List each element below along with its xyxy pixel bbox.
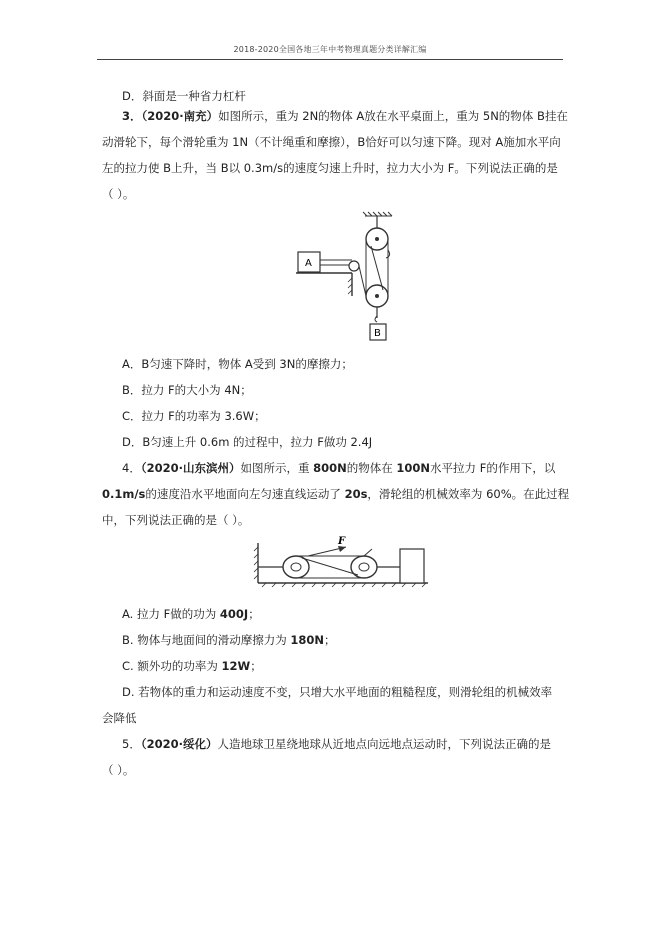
text-run: 0.1m/s bbox=[102, 487, 146, 501]
text-line-q5-l2 bbox=[102, 762, 564, 778]
text-run: （2020·绥化） bbox=[140, 737, 218, 751]
text-line-q3-a bbox=[122, 356, 584, 372]
text-run: 12W bbox=[221, 659, 251, 673]
text-run: （ ）。 bbox=[102, 187, 135, 201]
text-run: 5． bbox=[122, 737, 141, 751]
text-line-q3-l3 bbox=[102, 160, 564, 176]
text-run: D．B匀速上升 0.6m 的过程中，拉力 F做功 2.4J bbox=[122, 435, 373, 449]
text-line-q3-l4 bbox=[102, 186, 564, 202]
text-run: B. 物体与地面间的滑动摩擦力为 bbox=[122, 633, 291, 647]
text-run: 20s bbox=[344, 487, 368, 501]
text-line-q4-c bbox=[122, 658, 584, 674]
text-run: 会降低 bbox=[102, 711, 137, 725]
text-run: B．拉力 F的大小为 4N； bbox=[122, 383, 252, 397]
running-header: 2018-2020全国各地三年中考物理真题分类详解汇编 bbox=[233, 45, 427, 54]
text-run: ； bbox=[250, 659, 262, 673]
text-run: C．拉力 F的功率为 3.6W； bbox=[122, 409, 266, 423]
text-run: （2020·山东滨州） bbox=[140, 461, 241, 475]
text-run: 的速度沿水平地面向左匀速直线运动了 bbox=[145, 487, 345, 501]
pulley-figure-q3 bbox=[290, 208, 400, 348]
text-line-q3-l2 bbox=[102, 134, 564, 150]
text-run: D．斜面是一种省力杠杆 bbox=[122, 89, 246, 103]
block-a-label: A bbox=[305, 258, 312, 269]
text-run: 4． bbox=[122, 461, 141, 475]
text-line-q3-d bbox=[122, 434, 584, 450]
block-object bbox=[400, 549, 424, 583]
block-b-label: B bbox=[374, 328, 381, 339]
text-line-q2-d bbox=[122, 88, 584, 104]
text-run: A. 拉力 F做的功为 bbox=[122, 607, 220, 621]
text-run: A．B匀速下降时，物体 A受到 3N的摩擦力； bbox=[122, 357, 353, 371]
ceiling-hatch bbox=[363, 212, 392, 216]
text-run: 3． bbox=[122, 109, 142, 123]
text-run: （2020·南充） bbox=[141, 109, 219, 123]
text-run: C. 额外功的功率为 bbox=[122, 659, 222, 673]
text-run: 左的拉力使 B上升，当 B以 0.3m/s的速度匀速上升时，拉力大小为 F。下列说法正确的是 bbox=[102, 161, 558, 175]
force-label: F bbox=[338, 536, 346, 547]
text-run: 人造地球卫星绕地球从近地点向远地点运动时，下列说法正确的是 bbox=[217, 737, 551, 751]
text-line-q3-b bbox=[122, 382, 584, 398]
text-run: 动滑轮下，每个滑轮重为 1N（不计绳重和摩擦），B恰好可以匀速下降。现对 A施加水平向 bbox=[102, 135, 561, 149]
text-run: 800N bbox=[313, 461, 347, 475]
text-line-q3-c bbox=[122, 408, 584, 424]
text-run: ； bbox=[324, 633, 336, 647]
text-line-q3-l1 bbox=[122, 108, 584, 124]
text-run: 中，下列说法正确的是（ ）。 bbox=[102, 513, 250, 527]
text-run: ，滑轮组的机械效率为 60%。在此过程 bbox=[367, 487, 570, 501]
text-line-q4-d2 bbox=[102, 710, 564, 726]
text-run: 180N bbox=[290, 633, 324, 647]
text-line-q4-l1 bbox=[122, 460, 584, 476]
text-line-q4-a bbox=[122, 606, 584, 622]
text-run: 的物体在 bbox=[346, 461, 397, 475]
text-line-q4-b bbox=[122, 632, 584, 648]
text-run: 如图所示，重为 2N的物体 A放在水平桌面上，重为 5N的物体 B挂在 bbox=[218, 109, 568, 123]
text-line-q4-d1 bbox=[122, 684, 584, 700]
text-line-q4-l3 bbox=[102, 512, 564, 528]
text-line-q5-l1 bbox=[122, 736, 584, 752]
text-line-q4-l2 bbox=[102, 486, 570, 502]
text-run: （ ）。 bbox=[102, 763, 135, 777]
pulley-figure-q4 bbox=[252, 535, 432, 590]
text-run: ； bbox=[248, 607, 260, 621]
text-run: 水平拉力 F的作用下，以 bbox=[430, 461, 556, 475]
text-run: 400J bbox=[219, 607, 249, 621]
text-run: 100N bbox=[396, 461, 431, 475]
text-run: D. 若物体的重力和运动速度不变，只增大水平地面的粗糙程度，则滑轮组的机械效率 bbox=[122, 685, 553, 699]
corner-pulley bbox=[349, 261, 359, 271]
header-rule bbox=[97, 59, 563, 60]
text-run: 如图所示，重 bbox=[240, 461, 314, 475]
